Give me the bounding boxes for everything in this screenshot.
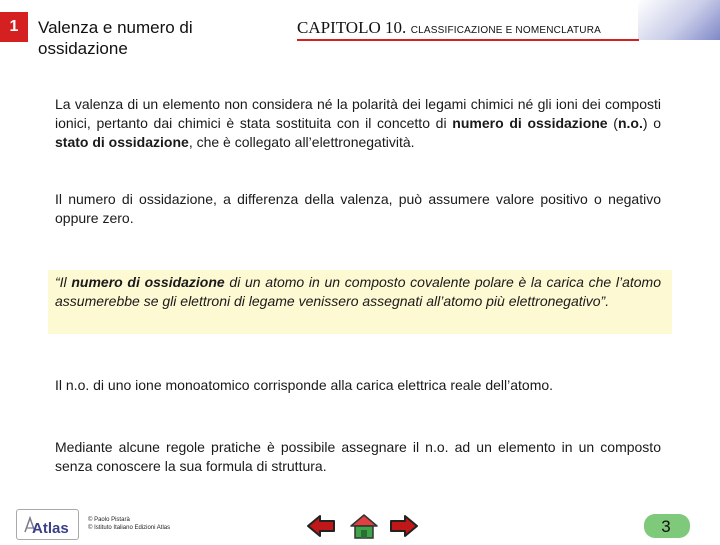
term-numero-ossidazione: numero di ossidazione [71, 274, 225, 290]
section-number-badge [0, 12, 28, 42]
page-number: 3 [661, 517, 671, 536]
paragraph-ione-monoatomico: Il n.o. di uno ione monoatomico corrisponde alla carica elettrica reale dell’atomo. [55, 377, 554, 393]
paragraph-valenza [55, 95, 661, 152]
chapter-header [297, 18, 601, 38]
atlas-logo [16, 509, 79, 540]
chapter-subtitle: CLASSIFICAZIONE E NOMENCLATURA [410, 25, 601, 36]
header-divider [297, 39, 639, 41]
term-no: n.o. [617, 115, 643, 131]
text-run: di un atomo in un composto covalente polare è la carica che l’atomo assumerebbe se gli elettroni di legame venissero assegnati all’atomo più elettronegativo”. [55, 274, 661, 309]
next-slide-button[interactable] [387, 512, 421, 540]
page-number-badge [636, 512, 696, 540]
term-stato-ossidazione: stato di ossidazione [55, 134, 189, 150]
home-icon [347, 512, 381, 540]
text-run: ) o [642, 115, 661, 131]
section-title: Valenza e numero di ossidazione [38, 18, 193, 58]
arrow-right-icon [387, 512, 421, 540]
credit-author: © Paolo Pistarà [88, 517, 130, 523]
paragraph-segno: Il numero di ossidazione, a differenza della valenza, può assumere valore positivo o negativo oppure zero. [55, 191, 661, 226]
text-run: “Il [55, 274, 72, 290]
footer-credits [88, 516, 170, 532]
home-button[interactable] [347, 512, 381, 540]
text-run: La valenza di un elemento non considera né la polarità dei legami chimici né gli ioni dei composti ionici, pertanto dai chimici è stata sostituita con il concetto di [55, 96, 661, 131]
prev-slide-button[interactable] [304, 512, 338, 540]
paragraph-definizione [55, 273, 661, 311]
chapter-title: CAPITOLO 10. [297, 18, 407, 37]
logo-text: Atlas [31, 519, 69, 537]
credit-publisher: © Istituto Italiano Edizioni Atlas [88, 525, 171, 531]
term-numero-ossidazione: numero di ossidazione [452, 115, 608, 131]
atlas-logo-icon [19, 512, 77, 538]
section-number: 1 [9, 18, 19, 35]
text-run: , che è collegato all’elettronegatività. [188, 134, 415, 150]
paragraph-regole: Mediante alcune regole pratiche è possibile assegnare il n.o. ad un elemento in un composto senza conoscere la sua formula di struttura. [55, 439, 661, 474]
corner-gradient [638, 0, 720, 40]
arrow-left-icon [304, 512, 338, 540]
text-run: ( [607, 115, 618, 131]
